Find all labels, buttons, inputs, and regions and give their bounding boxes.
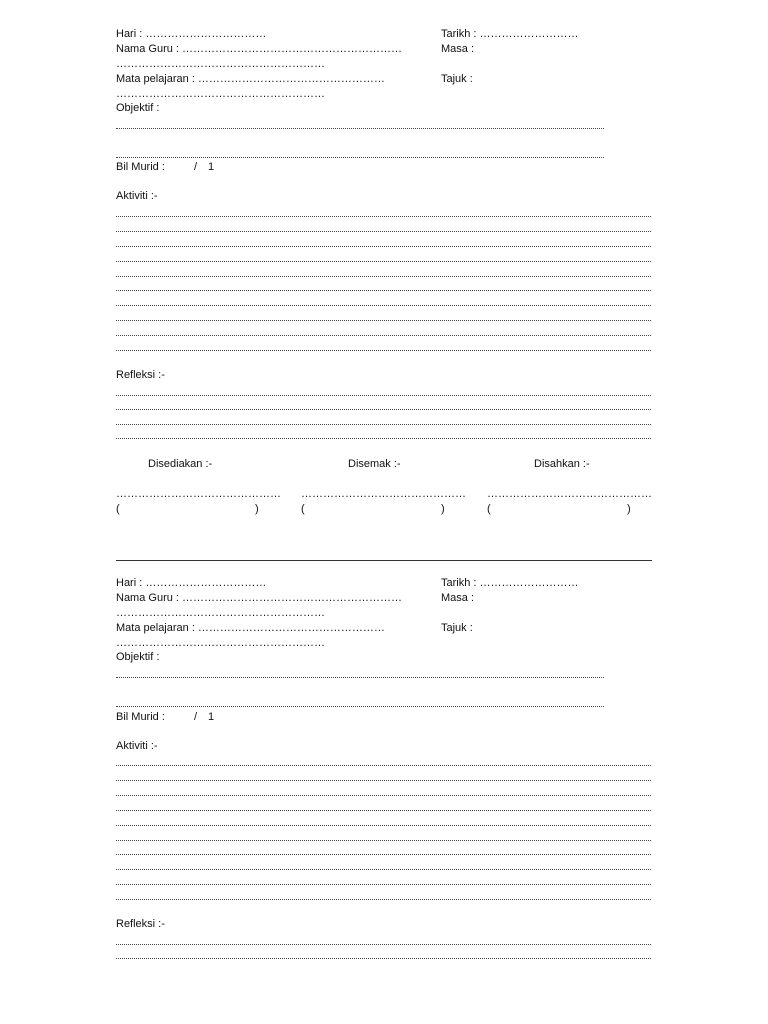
aktiviti-label: Aktiviti :-: [116, 740, 158, 752]
disemak-signature-line[interactable]: ………………………………………: [301, 488, 466, 500]
masa-field[interactable]: Masa :: [441, 43, 475, 55]
aktiviti-line[interactable]: [116, 290, 651, 291]
objektif-label: Objektif :: [116, 651, 160, 663]
mata-pelajaran-field[interactable]: Mata pelajaran : ……………………………………………: [116, 73, 385, 85]
aktiviti-line[interactable]: [116, 780, 651, 781]
nama-guru-continuation[interactable]: …………………………………………………: [116, 607, 325, 619]
hari-field[interactable]: Hari : ……………………………: [116, 28, 267, 40]
aktiviti-line[interactable]: [116, 231, 651, 232]
bil-murid-slash: /: [194, 161, 198, 173]
disemak-name-open: (: [301, 503, 305, 515]
refleksi-line[interactable]: [116, 409, 651, 410]
bil-murid-value[interactable]: 1: [208, 161, 215, 173]
nama-guru-continuation[interactable]: …………………………………………………: [116, 58, 325, 70]
bil-murid-label: Bil Murid :: [116, 711, 165, 723]
refleksi-label: Refleksi :-: [116, 369, 165, 381]
tajuk-field[interactable]: Tajuk :: [441, 622, 473, 634]
nama-guru-field[interactable]: Nama Guru : ……………………………………………………: [116, 43, 403, 55]
aktiviti-line[interactable]: [116, 246, 651, 247]
mata-pelajaran-continuation[interactable]: …………………………………………………: [116, 88, 325, 100]
bil-murid-value[interactable]: 1: [208, 711, 215, 723]
tajuk-field[interactable]: Tajuk :: [441, 73, 473, 85]
disahkan-signature-line[interactable]: ………………………………………: [487, 488, 652, 500]
mata-pelajaran-field[interactable]: Mata pelajaran : ……………………………………………: [116, 622, 385, 634]
disediakan-name-close: ): [255, 503, 259, 515]
bil-murid-slash: /: [194, 711, 198, 723]
disediakan-label: Disediakan :-: [148, 458, 213, 470]
aktiviti-line[interactable]: [116, 350, 651, 351]
aktiviti-line[interactable]: [116, 899, 651, 900]
objektif-line[interactable]: [116, 128, 604, 129]
disediakan-signature-line[interactable]: ………………………………………: [116, 488, 281, 500]
disahkan-name-close: ): [627, 503, 631, 515]
objektif-label: Objektif :: [116, 102, 160, 114]
disahkan-name-open: (: [487, 503, 491, 515]
objektif-line[interactable]: [116, 706, 604, 707]
bil-murid-label: Bil Murid :: [116, 161, 165, 173]
aktiviti-line[interactable]: [116, 854, 651, 855]
refleksi-line[interactable]: [116, 944, 651, 945]
disemak-label: Disemak :-: [348, 458, 401, 470]
aktiviti-line[interactable]: [116, 884, 651, 885]
aktiviti-line[interactable]: [116, 795, 651, 796]
section-divider: [116, 560, 652, 561]
aktiviti-line[interactable]: [116, 840, 651, 841]
aktiviti-line[interactable]: [116, 320, 651, 321]
aktiviti-line[interactable]: [116, 810, 651, 811]
aktiviti-line[interactable]: [116, 825, 651, 826]
objektif-line[interactable]: [116, 157, 604, 158]
aktiviti-line[interactable]: [116, 765, 651, 766]
disediakan-name-open: (: [116, 503, 120, 515]
disahkan-label: Disahkan :-: [534, 458, 590, 470]
aktiviti-line[interactable]: [116, 276, 651, 277]
aktiviti-label: Aktiviti :-: [116, 190, 158, 202]
aktiviti-line[interactable]: [116, 335, 651, 336]
masa-field[interactable]: Masa :: [441, 592, 475, 604]
aktiviti-line[interactable]: [116, 216, 651, 217]
refleksi-line[interactable]: [116, 958, 651, 959]
refleksi-line[interactable]: [116, 424, 651, 425]
aktiviti-line[interactable]: [116, 305, 651, 306]
refleksi-line[interactable]: [116, 395, 651, 396]
mata-pelajaran-continuation[interactable]: …………………………………………………: [116, 637, 325, 649]
nama-guru-field[interactable]: Nama Guru : ……………………………………………………: [116, 592, 403, 604]
aktiviti-line[interactable]: [116, 261, 651, 262]
refleksi-line[interactable]: [116, 438, 651, 439]
hari-field[interactable]: Hari : ……………………………: [116, 577, 267, 589]
disemak-name-close: ): [441, 503, 445, 515]
refleksi-label: Refleksi :-: [116, 918, 165, 930]
tarikh-field[interactable]: Tarikh : ………………………: [441, 28, 579, 40]
aktiviti-line[interactable]: [116, 869, 651, 870]
tarikh-field[interactable]: Tarikh : ………………………: [441, 577, 579, 589]
objektif-line[interactable]: [116, 677, 604, 678]
